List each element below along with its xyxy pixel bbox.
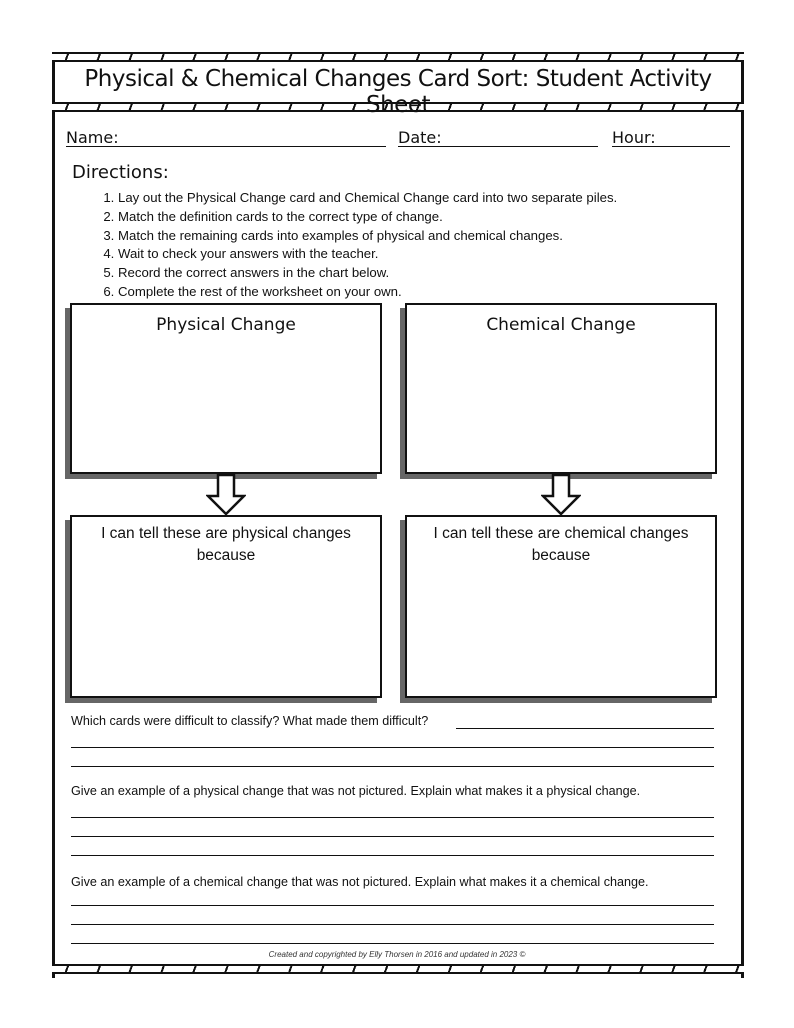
answer-line[interactable] xyxy=(71,747,714,748)
direction-step: 6. Complete the rest of the worksheet on your own. xyxy=(118,283,617,302)
box-prompt: I can tell these are chemical changes because xyxy=(433,525,689,564)
answer-line[interactable] xyxy=(456,728,714,729)
answer-line[interactable] xyxy=(71,836,714,837)
border-stripe xyxy=(52,52,744,62)
question-1: Which cards were difficult to classify? What made them difficult? xyxy=(71,714,429,728)
answer-line[interactable] xyxy=(71,943,714,944)
down-arrow-icon xyxy=(541,474,581,516)
physical-reason-box[interactable] xyxy=(70,515,382,698)
hour-label: Hour: xyxy=(612,128,656,147)
answer-line[interactable] xyxy=(71,817,714,818)
answer-line[interactable] xyxy=(71,924,714,925)
direction-step: 5. Record the correct answers in the chart below. xyxy=(118,264,617,283)
question-2: Give an example of a physical change that was not pictured. Explain what makes it a physical change. xyxy=(71,784,641,798)
direction-step: 3. Match the remaining cards into examples of physical and chemical changes. xyxy=(118,227,617,246)
direction-step: 1. Lay out the Physical Change card and Chemical Change card into two separate piles. xyxy=(118,189,617,208)
box-prompt: I can tell these are physical changes because xyxy=(101,525,351,564)
copyright-footer: Created and copyrighted by Elly Thorsen in 2016 and updated in 2023 © xyxy=(268,950,526,959)
border-stripe xyxy=(52,964,744,974)
box-heading: Chemical Change xyxy=(486,315,636,335)
direction-step: 2. Match the definition cards to the correct type of change. xyxy=(118,208,617,227)
date-label: Date: xyxy=(398,128,442,147)
question-3: Give an example of a chemical change that was not pictured. Explain what makes it a chemical change. xyxy=(71,875,649,889)
directions-heading: Directions: xyxy=(72,162,169,183)
answer-line[interactable] xyxy=(71,905,714,906)
hour-field[interactable] xyxy=(612,128,730,147)
date-field[interactable] xyxy=(398,128,598,147)
chemical-reason-box[interactable] xyxy=(405,515,717,698)
name-field[interactable] xyxy=(66,128,386,147)
down-arrow-icon xyxy=(206,474,246,516)
box-heading: Physical Change xyxy=(156,315,296,335)
chemical-change-box[interactable] xyxy=(405,303,717,474)
answer-line[interactable] xyxy=(71,766,714,767)
physical-change-box[interactable] xyxy=(70,303,382,474)
name-label: Name: xyxy=(66,128,119,147)
direction-step: 4. Wait to check your answers with the teacher. xyxy=(118,245,617,264)
answer-line[interactable] xyxy=(71,855,714,856)
page-title: Physical & Chemical Changes Card Sort: Student Activity Sheet xyxy=(84,66,712,118)
directions-list xyxy=(98,189,617,302)
